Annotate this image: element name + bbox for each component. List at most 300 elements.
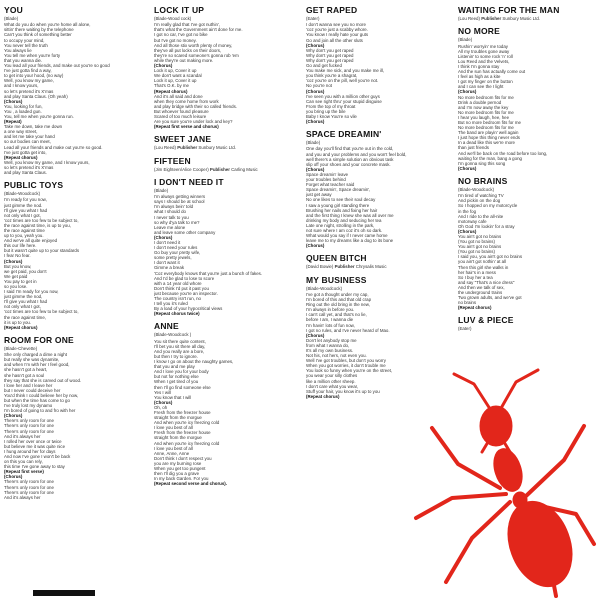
- lyric-line: And I'd be glad to lose to score: [154, 275, 215, 281]
- lyric-line: That's O.K. by me: [154, 83, 189, 89]
- lyric-line: (Chorus): [4, 413, 23, 419]
- lyric-line: not sure where I am coz it's oh so dark.: [306, 227, 383, 233]
- song-credit: (Blade): [306, 140, 321, 146]
- lyric-line: I love you best of all: [154, 425, 193, 431]
- lyric-line: so let's pretend it's X'mas: [4, 88, 54, 94]
- lyric-line: But you know,: [4, 263, 32, 269]
- lyric-line: (Repeat first verse and chorus): [154, 124, 219, 130]
- lyric-line: Late one night, strolling in the park,: [306, 222, 375, 228]
- lyric-line: (Chorus): [154, 63, 173, 69]
- song-block: [4, 335, 144, 500]
- lyric-line: but I've got no money.: [154, 37, 197, 43]
- lyric-line: And the sun has actually come out: [458, 69, 526, 75]
- song-title: WAITING FOR THE MAN: [458, 5, 560, 15]
- lyric-line: I've got a thought under my cap,: [306, 291, 369, 297]
- song-block: [154, 134, 294, 150]
- lyric-line: I got my finger on the button: [458, 79, 513, 85]
- lyric-line: And I love you for your body: [154, 369, 209, 375]
- lyric-line: You know that I will: [154, 394, 192, 400]
- lyric-line: I tell you it's ruled: [154, 301, 188, 307]
- lyric-line: I'm ready for you now,: [4, 197, 47, 203]
- lyric-line: And I ride to the all-nite: [458, 213, 504, 219]
- lyric-line: Don't think I'd put it past you: [154, 285, 209, 291]
- lyric-line: And now I've gone I won't be back: [4, 454, 71, 460]
- lyric-line: waiting for the man, bang a gong: [458, 155, 522, 161]
- lyric-line: straight from the morgue: [154, 415, 202, 421]
- lyric-line: You pay to get in: [4, 278, 37, 284]
- lyric-line: Lou Reed and the Velvets,: [458, 58, 510, 64]
- lyric-line: I think I'm gonna stay: [458, 63, 500, 69]
- lyric-line: We don't want a scandal: [154, 73, 202, 79]
- lyric-line: I fear No fear.: [4, 253, 31, 259]
- lyric-line: I know I go on about the naughty games,: [154, 359, 234, 365]
- lyric-line: (Repeat): [4, 119, 22, 125]
- lyric-line: (Chorus): [306, 332, 325, 338]
- lyric-line: you bring up the bile: [306, 108, 346, 114]
- lyric-line: I'm tired of watching TV: [458, 193, 504, 199]
- lyric-line: 'coz you're just a scabby whore.: [306, 27, 368, 33]
- lyric-line: Rushin' worryin' me today: [458, 43, 508, 49]
- lyric-line: By a load of your hypocritical views: [154, 306, 223, 312]
- lyric-line: so our bodies can meet,: [4, 139, 51, 145]
- lyric-line: they've all put locks on their doors,: [154, 47, 222, 53]
- song-block: [154, 321, 294, 486]
- lyric-line: Don't think I don't respect you: [154, 455, 212, 461]
- lyric-line: In my back Garden. For you: [154, 476, 209, 482]
- lyric-line: There's only room for one: [4, 428, 54, 434]
- lyric-line: (Repeat chorus): [4, 154, 38, 160]
- lyric-line: Stuff your hair, you know it's up to you: [306, 388, 380, 394]
- lyric-line: Lock it up, Cover it up: [154, 78, 197, 84]
- lyric-line: when they come home from work: [154, 98, 219, 104]
- lyric-line: There's only room for one: [4, 489, 54, 495]
- lyric-line: slip off your shoes and your concrete mask.: [306, 161, 391, 167]
- lyric-line: What would you say if I never came home: [306, 233, 388, 239]
- lyric-line: Leave me alone: [154, 224, 186, 230]
- lyric-line: Anne, Anne, Anne: [154, 450, 190, 456]
- song-block: [458, 26, 598, 171]
- song-title: YOU: [4, 5, 24, 15]
- lyric-line: Lock it up, Cover it up: [154, 68, 197, 74]
- song-title: MY BUSINESS: [306, 274, 367, 285]
- song-credit: (Blade-Woodcock): [4, 191, 41, 197]
- lyric-line: I'm bored of this and that old crap: [306, 297, 372, 303]
- lyrics-column-2: [154, 5, 294, 595]
- lyric-line: and you and your problems and you won't feel bold,: [306, 151, 407, 157]
- lyric-line: Well I've got troubles, but don't you worry: [306, 358, 386, 364]
- lyric-line: I'll give you what I had: [4, 299, 48, 305]
- lyric-line: that's what the Government ain't done for me.: [154, 27, 243, 33]
- lyric-line: but really she was dynamite,: [4, 357, 60, 363]
- song-title: FIFTEEN: [154, 155, 191, 166]
- lyric-line: but then I try to ignore.: [154, 353, 198, 359]
- lyric-line: and the first thing I knew she was all over me: [306, 212, 394, 218]
- lyric-line: I don't care what you wear,: [306, 383, 359, 389]
- lyric-line: I said I'm ready for you now,: [4, 289, 59, 295]
- lyric-line: (Repeat chorus twice): [154, 311, 200, 317]
- lyric-line: And we've all quite enjoyed: [4, 238, 58, 244]
- lyric-line: Fresh from the freezer house: [154, 410, 211, 416]
- lyric-line: and play bridge with their so called friends.: [154, 103, 237, 109]
- lyric-line: I've just gotta find a way,: [4, 68, 52, 74]
- lyric-line: Listenin' to some rock 'n' roll: [458, 53, 513, 59]
- lyric-line: There's only room for one: [4, 479, 54, 485]
- lyric-line: Don't let anybody stop me: [306, 337, 357, 343]
- lyric-line: to get into your hood, (no way): [4, 73, 64, 79]
- song-title: QUEEN BITCH: [306, 253, 367, 264]
- song-title: SWEET JANE: [154, 134, 212, 145]
- song-block: [4, 5, 144, 175]
- lyric-line: I said you, you ain't got no brains: [458, 254, 523, 260]
- lyric-line: (You got no brains): [458, 239, 495, 245]
- lyric-line: When you got worries, it don't trouble me: [306, 363, 386, 369]
- lyric-line: you ain't got nothin' at all: [458, 259, 507, 265]
- lyric-line: she hasn't got a soul: [4, 372, 45, 378]
- lyric-line: In a dead like this we're more: [458, 140, 515, 146]
- lyric-line: the race against time: [4, 227, 45, 233]
- lyric-line: then I'll go find someone else: [154, 384, 211, 390]
- lyric-line: but I never could deceive her: [4, 387, 61, 393]
- lyric-line: No more bedroom fits for me: [458, 109, 514, 115]
- lyric-line: you think you're a shagrat,: [306, 73, 358, 79]
- lyric-line: we get paid, you don't: [4, 268, 47, 274]
- lyric-line: and I know yours,: [4, 83, 39, 89]
- song-credit: (Eater): [458, 326, 472, 332]
- lyric-line: but when the time has come to go: [4, 397, 70, 403]
- song-title: ROOM FOR ONE: [4, 334, 74, 345]
- lyric-line: Space dreamin', Space dreamin',: [306, 187, 371, 193]
- lyric-line: they're so scared someone's gonna rob 'em: [154, 52, 239, 58]
- lyric-line: (Chorus): [306, 88, 325, 94]
- lyric-line: It's all my own business.: [306, 347, 354, 353]
- lyric-line: I've just gotta get into,: [4, 149, 47, 155]
- lyric-line: I'm always in before you.: [306, 307, 355, 313]
- song-credit: (David Bowie) Publisher Chrysalis Music: [306, 264, 387, 270]
- lyric-line: I don't need it: [154, 240, 181, 245]
- lyric-line: And it's all said and done: [154, 93, 203, 99]
- lyric-line: your troubles behind: [306, 177, 346, 183]
- lyric-line: Why don't you get raped: [306, 52, 354, 58]
- song-block: [154, 5, 294, 129]
- lyrics-column-1: [4, 5, 144, 595]
- lyric-line: You, looking for fun,: [4, 103, 43, 109]
- lyric-line: And when you're icy freezing cold: [154, 440, 220, 446]
- lyric-line: But whoever found pleasure: [154, 108, 209, 114]
- lyric-line: You know I really hate your guts: [306, 32, 369, 38]
- song-block: [306, 129, 446, 248]
- lyric-line: And pickin on the dog: [458, 198, 501, 204]
- lyric-line: Go and join all the other sluts: [306, 37, 363, 43]
- song-title: LOCK IT UP: [154, 5, 205, 15]
- lyric-line: When I get tired of you: [154, 379, 199, 385]
- lyric-line: So I buy her a tea: [458, 274, 493, 280]
- lyric-line: this time I've gone away to stay: [4, 464, 65, 470]
- lyric-line: and I'm now away the key: [458, 104, 509, 110]
- lyric-line: and I can see the I light: [458, 84, 504, 90]
- lyric-line: but believe me it was quite nice: [4, 443, 66, 449]
- lyric-line: You always lie: [4, 47, 32, 53]
- lyric-line: it is up to you.: [4, 319, 32, 325]
- lyric-line: Drink a double pernod: [458, 99, 502, 105]
- lyric-line: I feel as high as a kite: [458, 74, 501, 80]
- lyric-line: (Chorus): [306, 166, 325, 172]
- lyric-line: with a 14 year old whore: [154, 280, 202, 286]
- song-title: SPACE DREAMIN': [306, 129, 382, 140]
- lyric-line: And when you're icy freezing cold: [154, 420, 220, 426]
- lyric-line: Lead all your friends and make out you're so good.: [4, 144, 103, 150]
- lyric-line: just gimme the nod.: [4, 202, 43, 208]
- lyric-line: Not his, not hers, not even you.: [306, 353, 367, 359]
- lyric-line: (Chorus): [306, 119, 325, 125]
- lyric-line: (Repeat chorus): [4, 324, 38, 330]
- lyric-line: I rolled her over once or twice: [4, 438, 62, 444]
- lyric-line: drinking my body and seducing her tea: [306, 217, 382, 223]
- song-title: I DON'T NEED IT: [154, 176, 224, 187]
- song-block: [154, 156, 294, 172]
- lyric-line: 'Coz everybody knows that you're just a bunch of fakes.: [154, 270, 263, 276]
- lyric-line: like a million other sheep.: [306, 378, 356, 384]
- lyric-line: the race against time, is up to you,: [4, 222, 71, 228]
- lyric-line: just get away: [306, 192, 332, 198]
- song-credit: (Blade-Woodcock): [306, 285, 343, 291]
- lyric-line: I hung around her for days: [4, 448, 56, 454]
- lyric-line: and play Santa Claus. (Oh yeah): [4, 93, 68, 99]
- lyric-line: so why d'ya talk to me?: [154, 219, 200, 225]
- lyric-line: she hasn't got a heart,: [4, 367, 48, 373]
- song-credit: (Jim Eighteen/Alice Cooper) Publisher Carling Music: [154, 166, 258, 172]
- song-credit: (Blade-Wood cock): [154, 16, 192, 21]
- lyric-line: I'm always bein' told: [154, 204, 194, 210]
- lyric-line: Go buy your pretty wife,: [154, 250, 201, 256]
- lyric-line: There's only room for one: [4, 418, 54, 424]
- lyric-line: leave me to my dreams like a dog to its bone: [306, 238, 394, 244]
- lyric-line: You never tell the truth: [4, 42, 48, 48]
- lyric-line: I got no car, I've got no bike: [154, 32, 208, 38]
- lyric-line: I'm really glad that I've got nuthin',: [154, 22, 220, 28]
- lyric-line: Oh God I'm lookin' for a stray: [458, 223, 515, 229]
- lyric-line: Ring out the old bring in the new,: [306, 302, 370, 308]
- lyric-line: (Chorus): [306, 42, 325, 48]
- lyric-line: I'm always getting winners: [154, 194, 206, 200]
- lyric-line: No one likes to see their soul decay: [306, 197, 376, 203]
- lyric-line: (Chorus): [4, 98, 23, 104]
- lyric-line: No you're not: [306, 83, 332, 89]
- black-bar-mark: [33, 590, 95, 596]
- lyric-line: Can see right thru' your stupid disguise: [306, 98, 382, 104]
- lyric-line: Space dreamin' leave: [306, 171, 349, 177]
- lyric-line: motorway cafe: [458, 218, 487, 224]
- lyric-line: I'm bored of going to and fro with her: [4, 408, 76, 414]
- lyric-line: (Chorus): [154, 399, 173, 405]
- lyric-line: from what I wanna do,: [306, 342, 350, 348]
- lyric-line: I got no rules, and I've never heard of Mao.: [306, 327, 390, 333]
- song-block: [306, 253, 446, 269]
- lyric-line: There's only room for one: [4, 484, 54, 490]
- lyric-line: no brains: [458, 300, 477, 306]
- lyric-line: We get paid: [4, 273, 28, 279]
- lyric-line: her hair's in a mess: [458, 269, 496, 275]
- lyric-line: this our life here.: [4, 243, 37, 249]
- lyric-line: to occupy your mind,: [4, 37, 45, 43]
- lyric-line: straight from the morgue: [154, 435, 202, 441]
- lyric-line: not only what I got,: [4, 304, 41, 310]
- lyric-line: Yes I will: [154, 389, 171, 395]
- lyric-line: than just friends: [458, 145, 489, 151]
- lyric-line: And it's always her: [4, 494, 41, 500]
- lyric-line: (Repeat first verse): [4, 469, 44, 475]
- lyric-line: you are my burning rose: [154, 460, 202, 466]
- lyric-line: (Repeat chorus): [154, 88, 188, 94]
- lyric-line: before I am, I wanna die: [306, 317, 354, 323]
- lyric-line: some pretty jewels,: [154, 255, 192, 261]
- lyric-line: And you really are a bore,: [154, 348, 205, 354]
- lyric-line: From the top of my throat: [306, 103, 356, 109]
- lyric-line: I'll bet you sit there all day,: [154, 343, 206, 349]
- lyric-line: (Chorus): [4, 474, 23, 480]
- lyric-line: What do you do when you're home all alone,: [4, 22, 91, 28]
- lyric-line: you wear your silly clothes: [306, 373, 358, 379]
- lyric-line: You look so funny when you're on the street,: [306, 368, 393, 374]
- song-block: [458, 315, 598, 331]
- lyric-line: I saw a young girl standing there: [306, 202, 370, 208]
- lyric-line: I never talk to you: [154, 214, 189, 220]
- lyric-line: Fresh from the freezer house: [154, 430, 211, 436]
- lyric-line: up to you, yeah you.: [4, 233, 44, 239]
- lyric-line: sittin' there waiting by the telephone: [4, 27, 74, 33]
- lyric-line: (Chorus): [4, 258, 23, 264]
- song-block: [306, 5, 446, 124]
- song-credit: (Lou Reed) Publisher Sunbury Music Ltd.: [458, 16, 541, 21]
- lyric-line: And then we talk of sex,: [458, 284, 505, 290]
- lyric-line: Scared of too much leisure: [154, 113, 207, 119]
- song-credit: (Blade): [458, 37, 473, 43]
- song-block: [458, 176, 598, 310]
- lyric-line: You ain't got no brains: [458, 233, 502, 239]
- lyric-line: You lead all your friends, and make out you're so good: [4, 63, 110, 69]
- lyric-line: and play Santa Claus.: [4, 170, 47, 176]
- lyric-line: But no more bedroom fits for me: [458, 120, 521, 125]
- lyric-line: 'coz times are too few to be subject to,: [4, 309, 79, 315]
- song-credit: (Blade-Chevette): [4, 345, 38, 351]
- song-credit: (Blade-Woodcock ): [154, 332, 192, 338]
- lyric-line: No more bedroom fits for me: [458, 125, 514, 131]
- lyric-line: while they're out making more.: [154, 57, 214, 63]
- lyric-line: Baby I know You're so vile: [306, 113, 357, 119]
- song-title: LUV & PIECE: [458, 315, 514, 326]
- lyric-line: not only what I got,: [4, 212, 41, 218]
- lyric-line: Go and get fucked: [306, 63, 342, 69]
- lyric-line: (Repeat chorus): [306, 393, 340, 399]
- lyric-line: (You got no brains): [458, 249, 495, 255]
- lyric-line: (Repeat second verse and chorus).: [154, 481, 227, 487]
- lyric-line: the underground trains: [458, 290, 503, 296]
- red-ant-illustration: [388, 368, 600, 600]
- lyric-line: And all those stix worth plenty of money,: [154, 42, 233, 48]
- lyric-line: 'coz times are too few to be subject to,: [4, 217, 79, 223]
- song-title: NO BRAINS: [458, 175, 508, 186]
- lyric-line: Gimme a break: [154, 265, 185, 271]
- lyric-line: I'm havin' lots of fun now,: [306, 322, 355, 328]
- lyric-line: on this you can rely,: [4, 459, 43, 465]
- lyric-line: Forget what teacher said: [306, 182, 355, 188]
- song-credit: (Blade): [154, 187, 169, 193]
- lyric-line: and when I'm with her I feel good,: [4, 362, 70, 368]
- song-credit: (Lou Reed) Publisher Sunbury Music Ltd.: [154, 145, 237, 151]
- lyric-line: Well, you know my game, and I know yours,: [4, 159, 90, 165]
- lyric-line: so you lose.: [4, 284, 28, 289]
- song-title: NO MORE: [458, 26, 501, 37]
- lyric-line: Brushing her nails and fixing her hair: [306, 207, 378, 213]
- lyric-line: There's only room for one: [4, 423, 54, 429]
- lyric-line: No more bedroom fits for me: [458, 94, 514, 100]
- lyric-line: and let me take your hand: [4, 134, 55, 140]
- lyric-line: they say that she is carved out of wood.: [4, 377, 82, 383]
- lyric-line: (Chorus): [306, 243, 325, 249]
- song-credit: (Eater): [306, 16, 320, 21]
- lyric-line: but not for nothing else: [154, 374, 199, 380]
- lyric-line: in the fog: [458, 208, 477, 214]
- lyric-line: (Repeat chorus): [458, 305, 492, 311]
- lyric-line: And it's always her: [4, 433, 41, 439]
- lyric-line: And we'll be back on the road before too long,: [458, 150, 548, 156]
- lyric-line: You sit there quite content,: [154, 338, 206, 344]
- lyric-line: I love her and I leave her: [4, 382, 53, 388]
- lyric-line: I've truly lost my dynamo: [4, 403, 53, 409]
- lyric-line: I can't call yet, and that's no lie,: [306, 312, 367, 318]
- song-credit: (Blade-Woodcock): [458, 186, 495, 192]
- lyric-line: She only charged a dime a night: [4, 352, 67, 358]
- lyric-line: I hear you laugh, hee, hee: [458, 114, 510, 120]
- lyric-line: The band are playin' well again: [458, 130, 519, 136]
- lyric-line: and say "That's a nice dress": [458, 279, 515, 285]
- lyric-line: I don't need your rules: [154, 245, 198, 251]
- lyric-line: but it wasn't quite up to your standards: [4, 248, 80, 254]
- lyric-line: I don't want it: [154, 260, 180, 266]
- lyric-line: I'll give you what I had: [4, 207, 48, 213]
- lyric-line: I don't wanna see you no more: [306, 22, 366, 28]
- lyric-line: a one way street,: [4, 129, 38, 135]
- lyric-line: I just hope this thing never ends: [458, 135, 520, 141]
- lyric-line: When you get too pungent: [154, 466, 206, 472]
- lyric-line: (Chorus): [458, 89, 477, 95]
- lyric-line: The country isn't run, no: [154, 296, 201, 302]
- lyric-line: that you and me play: [154, 364, 195, 370]
- lyric-line: I've seen you with a million other guys: [306, 93, 380, 99]
- lyric-line: You make me sick, and you make me ill,: [306, 68, 385, 74]
- lyric-line: Are you sure you're under lock and key?: [154, 119, 233, 125]
- song-credit: (Blade): [4, 16, 19, 21]
- lyric-line: Two grown adults, and we've got: [458, 295, 522, 301]
- lyric-line: 'coz you're on the pill, well you're not.: [306, 78, 379, 84]
- lyric-line: Oh, oh: [154, 404, 168, 410]
- lyric-line: Well, you know my game,: [4, 78, 54, 84]
- lyric-line: You, tell me when you're gonna run.: [4, 113, 74, 119]
- lyric-line: that you wanna die.: [4, 57, 43, 63]
- lyric-line: Then this girl she walks in: [458, 264, 509, 270]
- lyric-line: You ain't got no brains: [458, 244, 502, 250]
- lyric-line: You'd think I could believe her by now,: [4, 392, 79, 398]
- song-title: GET RAPED: [306, 5, 358, 15]
- lyric-line: Take me down, take me down: [4, 124, 63, 130]
- lyric-line: well there's a simple solution an obvious task: [306, 156, 394, 162]
- lyric-line: just gimme the nod,: [4, 294, 43, 300]
- lyric-line: I'm gonna sing this song: [458, 160, 506, 166]
- song-title: ANNE: [154, 321, 179, 332]
- lyric-line: I love you best of all: [154, 445, 193, 451]
- lyric-line: You tell me when you're forty: [4, 52, 61, 58]
- lyric-line: One day you'll find that you're out in the cold,: [306, 146, 394, 152]
- lyric-line: Why don't you get raped: [306, 47, 354, 53]
